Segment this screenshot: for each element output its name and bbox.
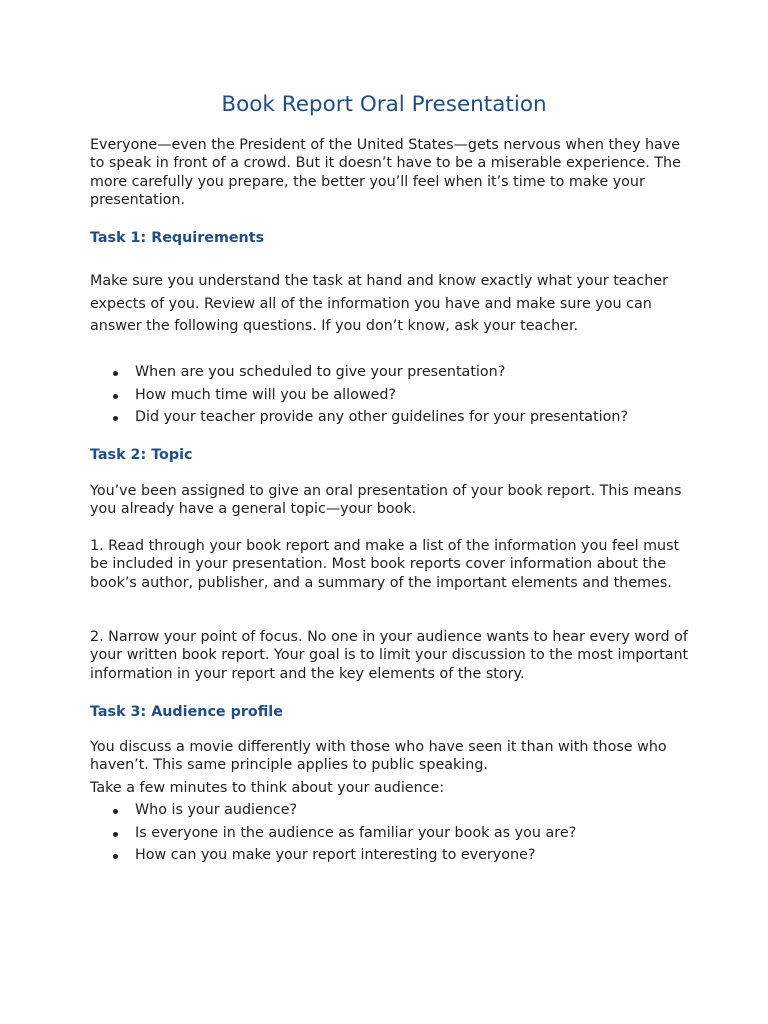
list-item-text: How much time will you be allowed?: [135, 386, 397, 403]
list-item-text: How can you make your report interesting to everyone?: [135, 847, 536, 863]
bullet-icon: [113, 854, 118, 859]
list-item: [90, 361, 710, 384]
task2-heading: Task 2: Topic: [90, 447, 193, 463]
bullet-icon: [113, 809, 118, 814]
task3-paragraph: You discuss a movie differently with those who have seen it than with those who haven’t. This same principle applies to public speaking.: [90, 739, 667, 774]
bullet-icon: [113, 371, 118, 376]
task2-step2-paragraph: 2. Narrow your point of focus. No one in your audience wants to hear every word of your written book report. Your goal is to limit your discussion to the most important information in your report and the key elements of the story.: [90, 629, 689, 682]
list-item: [90, 844, 710, 867]
list-item: [90, 822, 710, 845]
list-item-text: Who is your audience?: [135, 802, 298, 818]
bullet-icon: [113, 832, 118, 837]
page-title: Book Report Oral Presentation: [221, 92, 547, 117]
list-item: [90, 799, 710, 822]
task1-heading: Task 1: Requirements: [90, 230, 265, 246]
task1-bullet-list: [90, 361, 710, 429]
task2-step1-paragraph: 1. Read through your book report and make a list of the information you feel must be included in your presentation. Most book reports cover information about the book’s author, publisher, and a summary of the important elements and themes.: [90, 538, 680, 591]
task3-lead-text: Take a few minutes to think about your audience:: [90, 780, 445, 796]
list-item-text: Did your teacher provide any other guidelines for your presentation?: [135, 409, 629, 425]
list-item-text: When are you scheduled to give your presentation?: [135, 364, 506, 380]
bullet-icon: [113, 394, 118, 399]
task3-bullet-list: [90, 799, 710, 867]
task3-heading: Task 3: Audience profile: [90, 704, 283, 720]
task1-paragraph: Make sure you understand the task at hand and know exactly what your teacher expects of you. Review all of the information you have and make sure you can answer the following questions. If you don’t know, ask your teacher.: [90, 273, 668, 334]
task2-paragraph: You’ve been assigned to give an oral presentation of your book report. This means you already have a general topic—your book.: [90, 483, 682, 518]
list-item: [90, 406, 710, 429]
list-item-text: Is everyone in the audience as familiar your book as you are?: [135, 824, 577, 841]
bullet-icon: [113, 416, 118, 421]
intro-paragraph: Everyone—even the President of the United States—gets nervous when they have to speak in front of a crowd. But it doesn’t have to be a miserable experience. The more carefully you prepare, the better you’ll feel when it’s time to make your presentation.: [90, 137, 681, 208]
list-item: [90, 384, 710, 407]
